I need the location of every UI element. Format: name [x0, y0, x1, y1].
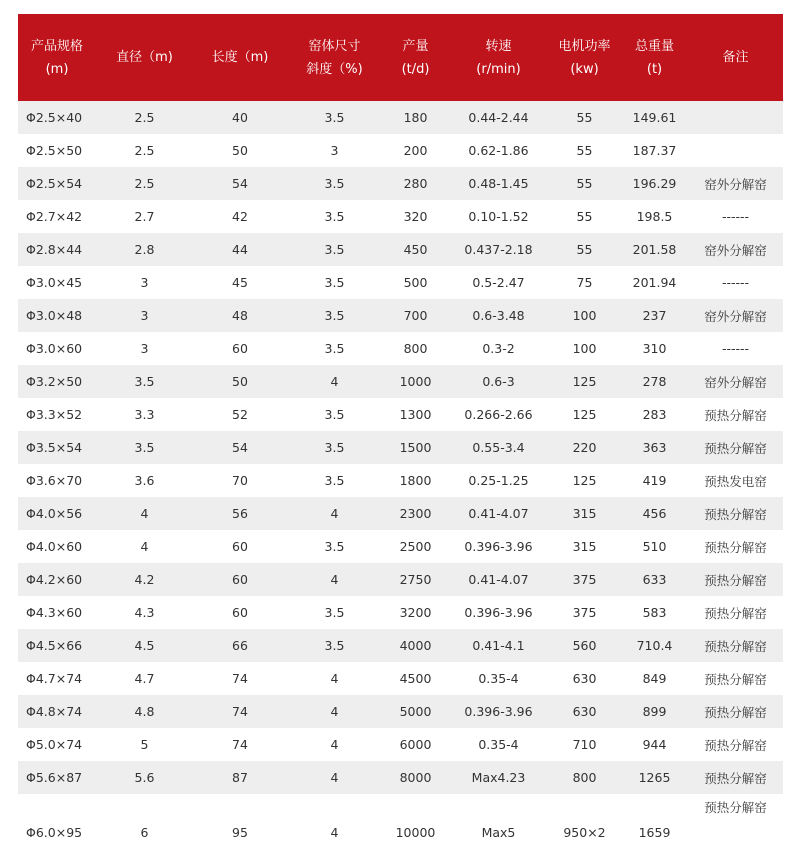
cell-remarks: 窑外分解窑: [688, 299, 783, 332]
table-row: [18, 200, 783, 233]
cell-total-weight: 310: [621, 332, 688, 365]
cell-diameter: 6: [96, 794, 193, 846]
cell-total-weight: 899: [621, 695, 688, 728]
table-row: [18, 398, 783, 431]
cell-remarks: 窑外分解窑: [688, 365, 783, 398]
cell-output: 4500: [382, 662, 449, 695]
cell-motor-power: 55: [548, 101, 621, 134]
cell-motor-power: 375: [548, 563, 621, 596]
cell-diameter: 3: [96, 332, 193, 365]
cell-spec: Φ3.5×54: [18, 431, 96, 464]
cell-speed: 0.25-1.25: [449, 464, 548, 497]
cell-remarks: ------: [688, 266, 783, 299]
cell-diameter: 3: [96, 266, 193, 299]
cell-remarks: 预热分解窑: [688, 794, 783, 846]
table-row: [18, 332, 783, 365]
table-row: [18, 497, 783, 530]
cell-diameter: 5: [96, 728, 193, 761]
cell-output: 700: [382, 299, 449, 332]
cell-total-weight: 363: [621, 431, 688, 464]
cell-speed: 0.35-4: [449, 662, 548, 695]
cell-remarks: ------: [688, 200, 783, 233]
cell-spec: Φ2.7×42: [18, 200, 96, 233]
cell-speed: 0.396-3.96: [449, 530, 548, 563]
cell-spec: Φ4.8×74: [18, 695, 96, 728]
cell-output: 500: [382, 266, 449, 299]
cell-output: 2750: [382, 563, 449, 596]
cell-motor-power: 630: [548, 662, 621, 695]
cell-output: 800: [382, 332, 449, 365]
cell-speed: Max5: [449, 794, 548, 846]
cell-speed: 0.41-4.07: [449, 497, 548, 530]
cell-motor-power: 800: [548, 761, 621, 794]
cell-spec: Φ4.5×66: [18, 629, 96, 662]
header-motor-power: 电机功率 (kw): [548, 14, 621, 101]
cell-slope: 3.5: [287, 431, 382, 464]
cell-diameter: 3.6: [96, 464, 193, 497]
cell-total-weight: 456: [621, 497, 688, 530]
cell-motor-power: 55: [548, 200, 621, 233]
cell-spec: Φ4.2×60: [18, 563, 96, 596]
cell-speed: 0.55-3.4: [449, 431, 548, 464]
cell-total-weight: 583: [621, 596, 688, 629]
cell-total-weight: 196.29: [621, 167, 688, 200]
cell-length: 74: [193, 728, 287, 761]
cell-total-weight: 633: [621, 563, 688, 596]
cell-length: 40: [193, 101, 287, 134]
cell-remarks: 窑外分解窑: [688, 167, 783, 200]
cell-speed: 0.3-2: [449, 332, 548, 365]
cell-diameter: 3: [96, 299, 193, 332]
cell-total-weight: 278: [621, 365, 688, 398]
cell-output: 1800: [382, 464, 449, 497]
cell-slope: 4: [287, 728, 382, 761]
cell-spec: Φ3.0×45: [18, 266, 96, 299]
cell-total-weight: 944: [621, 728, 688, 761]
cell-motor-power: 125: [548, 464, 621, 497]
table-row: [18, 794, 783, 846]
cell-slope: 3.5: [287, 200, 382, 233]
cell-length: 66: [193, 629, 287, 662]
header-output: 产量 (t/d): [382, 14, 449, 101]
cell-output: 2300: [382, 497, 449, 530]
cell-length: 48: [193, 299, 287, 332]
cell-motor-power: 560: [548, 629, 621, 662]
cell-output: 8000: [382, 761, 449, 794]
header-speed: 转速 (r/min): [449, 14, 548, 101]
spec-table-container: [18, 14, 783, 846]
cell-motor-power: 950×2: [548, 794, 621, 846]
table-row: [18, 431, 783, 464]
cell-total-weight: 198.5: [621, 200, 688, 233]
header-remarks: 备注: [688, 14, 783, 101]
cell-total-weight: 419: [621, 464, 688, 497]
cell-speed: Max4.23: [449, 761, 548, 794]
cell-output: 10000: [382, 794, 449, 846]
table-row: [18, 761, 783, 794]
cell-output: 180: [382, 101, 449, 134]
cell-slope: 3.5: [287, 596, 382, 629]
cell-slope: 4: [287, 695, 382, 728]
cell-remarks: 预热分解窑: [688, 629, 783, 662]
cell-slope: 3.5: [287, 266, 382, 299]
cell-output: 280: [382, 167, 449, 200]
cell-length: 74: [193, 695, 287, 728]
cell-slope: 3: [287, 134, 382, 167]
cell-length: 50: [193, 365, 287, 398]
cell-output: 1300: [382, 398, 449, 431]
table-row: [18, 365, 783, 398]
cell-output: 5000: [382, 695, 449, 728]
cell-slope: 4: [287, 497, 382, 530]
table-row: [18, 662, 783, 695]
cell-remarks: 预热分解窑: [688, 398, 783, 431]
cell-remarks: 预热分解窑: [688, 497, 783, 530]
cell-slope: 3.5: [287, 398, 382, 431]
cell-diameter: 2.7: [96, 200, 193, 233]
cell-slope: 3.5: [287, 464, 382, 497]
cell-motor-power: 100: [548, 332, 621, 365]
cell-remarks: 预热分解窑: [688, 431, 783, 464]
header-slope: 窑体尺寸 斜度（%): [287, 14, 382, 101]
cell-slope: 3.5: [287, 629, 382, 662]
cell-length: 87: [193, 761, 287, 794]
cell-speed: 0.10-1.52: [449, 200, 548, 233]
cell-diameter: 3.5: [96, 365, 193, 398]
table-body: [18, 101, 783, 846]
cell-output: 6000: [382, 728, 449, 761]
cell-remarks: 预热分解窑: [688, 728, 783, 761]
cell-diameter: 3.3: [96, 398, 193, 431]
cell-motor-power: 100: [548, 299, 621, 332]
cell-output: 4000: [382, 629, 449, 662]
cell-spec: Φ3.6×70: [18, 464, 96, 497]
cell-slope: 4: [287, 761, 382, 794]
cell-spec: Φ3.2×50: [18, 365, 96, 398]
cell-length: 74: [193, 662, 287, 695]
table-row: [18, 134, 783, 167]
cell-speed: 0.41-4.07: [449, 563, 548, 596]
cell-total-weight: 283: [621, 398, 688, 431]
cell-remarks: 预热分解窑: [688, 761, 783, 794]
cell-speed: 0.62-1.86: [449, 134, 548, 167]
cell-slope: 4: [287, 365, 382, 398]
cell-total-weight: 510: [621, 530, 688, 563]
cell-spec: Φ6.0×95: [18, 794, 96, 846]
cell-total-weight: 849: [621, 662, 688, 695]
cell-speed: 0.44-2.44: [449, 101, 548, 134]
table-row: [18, 629, 783, 662]
cell-slope: 3.5: [287, 332, 382, 365]
cell-remarks: 预热分解窑: [688, 695, 783, 728]
cell-spec: Φ3.0×48: [18, 299, 96, 332]
table-row: [18, 464, 783, 497]
cell-motor-power: 710: [548, 728, 621, 761]
cell-motor-power: 55: [548, 134, 621, 167]
cell-length: 50: [193, 134, 287, 167]
cell-output: 1000: [382, 365, 449, 398]
cell-spec: Φ2.8×44: [18, 233, 96, 266]
cell-speed: 0.6-3: [449, 365, 548, 398]
cell-diameter: 4.5: [96, 629, 193, 662]
table-row: [18, 563, 783, 596]
table-row: [18, 266, 783, 299]
cell-motor-power: 630: [548, 695, 621, 728]
table-row: [18, 299, 783, 332]
cell-spec: Φ2.5×50: [18, 134, 96, 167]
header-length: 长度（m): [193, 14, 287, 101]
cell-slope: 3.5: [287, 299, 382, 332]
cell-diameter: 3.5: [96, 431, 193, 464]
cell-motor-power: 55: [548, 233, 621, 266]
cell-motor-power: 125: [548, 398, 621, 431]
cell-total-weight: 201.58: [621, 233, 688, 266]
cell-spec: Φ3.3×52: [18, 398, 96, 431]
cell-remarks: 预热分解窑: [688, 530, 783, 563]
cell-spec: Φ4.7×74: [18, 662, 96, 695]
cell-output: 2500: [382, 530, 449, 563]
cell-total-weight: 237: [621, 299, 688, 332]
cell-motor-power: 315: [548, 530, 621, 563]
cell-motor-power: 125: [548, 365, 621, 398]
cell-total-weight: 149.61: [621, 101, 688, 134]
table-row: [18, 101, 783, 134]
cell-diameter: 4.8: [96, 695, 193, 728]
cell-length: 95: [193, 794, 287, 846]
cell-speed: 0.35-4: [449, 728, 548, 761]
cell-length: 56: [193, 497, 287, 530]
cell-length: 54: [193, 431, 287, 464]
cell-slope: 4: [287, 794, 382, 846]
cell-length: 60: [193, 332, 287, 365]
cell-motor-power: 315: [548, 497, 621, 530]
table-row: [18, 695, 783, 728]
cell-slope: 3.5: [287, 167, 382, 200]
cell-output: 1500: [382, 431, 449, 464]
cell-length: 44: [193, 233, 287, 266]
cell-spec: Φ4.3×60: [18, 596, 96, 629]
header-total-weight: 总重量 (t): [621, 14, 688, 101]
cell-motor-power: 220: [548, 431, 621, 464]
cell-diameter: 2.5: [96, 167, 193, 200]
cell-output: 320: [382, 200, 449, 233]
cell-diameter: 4.3: [96, 596, 193, 629]
header-spec: 产品规格 (m): [18, 14, 96, 101]
cell-spec: Φ3.0×60: [18, 332, 96, 365]
cell-diameter: 4: [96, 530, 193, 563]
cell-remarks: [688, 101, 783, 134]
cell-remarks: 预热分解窑: [688, 563, 783, 596]
cell-remarks: 预热发电窑: [688, 464, 783, 497]
cell-remarks: 预热分解窑: [688, 662, 783, 695]
cell-spec: Φ4.0×60: [18, 530, 96, 563]
cell-output: 450: [382, 233, 449, 266]
cell-diameter: 2.5: [96, 134, 193, 167]
cell-spec: Φ4.0×56: [18, 497, 96, 530]
cell-speed: 0.5-2.47: [449, 266, 548, 299]
cell-remarks: 预热分解窑: [688, 596, 783, 629]
cell-slope: 3.5: [287, 530, 382, 563]
cell-spec: Φ2.5×40: [18, 101, 96, 134]
cell-total-weight: 1659: [621, 794, 688, 846]
cell-total-weight: 187.37: [621, 134, 688, 167]
cell-length: 52: [193, 398, 287, 431]
cell-output: 3200: [382, 596, 449, 629]
table-row: [18, 167, 783, 200]
cell-diameter: 5.6: [96, 761, 193, 794]
cell-motor-power: 55: [548, 167, 621, 200]
cell-speed: 0.266-2.66: [449, 398, 548, 431]
header-diameter: 直径（m): [96, 14, 193, 101]
table-row: [18, 596, 783, 629]
cell-slope: 4: [287, 662, 382, 695]
cell-total-weight: 1265: [621, 761, 688, 794]
cell-diameter: 4.2: [96, 563, 193, 596]
table-row: [18, 233, 783, 266]
table-header-row: [18, 14, 783, 101]
cell-speed: 0.396-3.96: [449, 695, 548, 728]
cell-speed: 0.6-3.48: [449, 299, 548, 332]
cell-length: 60: [193, 596, 287, 629]
cell-speed: 0.41-4.1: [449, 629, 548, 662]
cell-length: 42: [193, 200, 287, 233]
cell-total-weight: 201.94: [621, 266, 688, 299]
cell-diameter: 2.8: [96, 233, 193, 266]
cell-length: 70: [193, 464, 287, 497]
cell-speed: 0.437-2.18: [449, 233, 548, 266]
cell-length: 60: [193, 530, 287, 563]
cell-diameter: 4: [96, 497, 193, 530]
table-row: [18, 728, 783, 761]
cell-remarks: 窑外分解窑: [688, 233, 783, 266]
cell-diameter: 4.7: [96, 662, 193, 695]
kiln-spec-table: [18, 14, 783, 846]
cell-slope: 4: [287, 563, 382, 596]
cell-length: 60: [193, 563, 287, 596]
cell-speed: 0.48-1.45: [449, 167, 548, 200]
cell-spec: Φ5.6×87: [18, 761, 96, 794]
cell-motor-power: 375: [548, 596, 621, 629]
cell-total-weight: 710.4: [621, 629, 688, 662]
table-row: [18, 530, 783, 563]
cell-spec: Φ5.0×74: [18, 728, 96, 761]
cell-slope: 3.5: [287, 101, 382, 134]
cell-length: 45: [193, 266, 287, 299]
cell-slope: 3.5: [287, 233, 382, 266]
cell-diameter: 2.5: [96, 101, 193, 134]
cell-length: 54: [193, 167, 287, 200]
cell-remarks: ------: [688, 332, 783, 365]
cell-motor-power: 75: [548, 266, 621, 299]
cell-spec: Φ2.5×54: [18, 167, 96, 200]
cell-output: 200: [382, 134, 449, 167]
cell-speed: 0.396-3.96: [449, 596, 548, 629]
cell-remarks: [688, 134, 783, 167]
